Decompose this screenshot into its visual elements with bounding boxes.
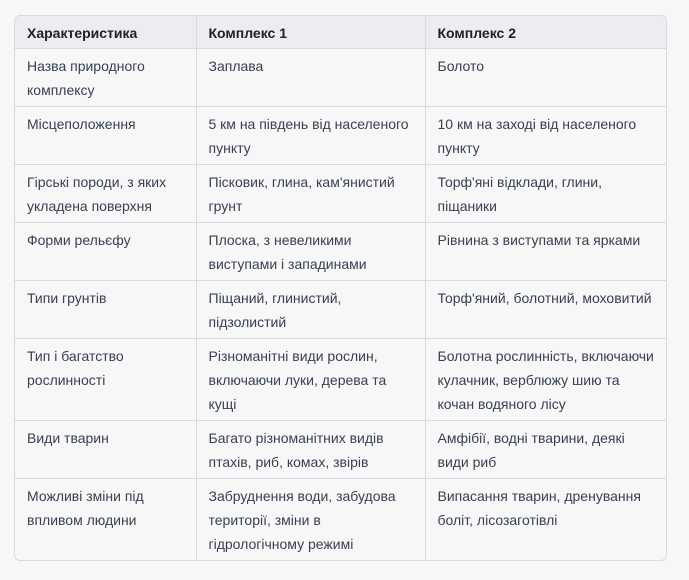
table-row — [15, 421, 666, 479]
table-header-row — [15, 16, 666, 49]
row-characteristic: Гірські породи, з яких укладена поверхня — [15, 165, 196, 223]
header-characteristic: Характеристика — [15, 16, 196, 49]
row-complex-1: Забруднення води, забудова території, зміни в гідрологічному режимі — [196, 479, 425, 561]
row-complex-2: Болото — [425, 49, 666, 107]
row-complex-1: Пісковик, глина, кам'янистий грунт — [196, 165, 425, 223]
row-characteristic: Типи грунтів — [15, 281, 196, 339]
row-complex-2: Болотна рослинність, включаючи кулачник, верблюжу шию та кочан водяного лісу — [425, 339, 666, 421]
row-complex-2: Торф'яні відклади, глини, піщаники — [425, 165, 666, 223]
row-characteristic: Можливі зміни під впливом людини — [15, 479, 196, 561]
row-complex-1: Заплава — [196, 49, 425, 107]
table-row — [15, 223, 666, 281]
row-complex-2: Амфібії, водні тварини, деякі види риб — [425, 421, 666, 479]
table-row — [15, 49, 666, 107]
row-complex-1: Плоска, з невеликими виступами і западинами — [196, 223, 425, 281]
row-characteristic: Форми рельєфу — [15, 223, 196, 281]
row-characteristic: Місцеположення — [15, 107, 196, 165]
row-complex-1: 5 км на південь від населеного пункту — [196, 107, 425, 165]
row-complex-2: 10 км на заході від населеного пункту — [425, 107, 666, 165]
row-complex-2: Торф'яний, болотний, моховитий — [425, 281, 666, 339]
table-row — [15, 479, 666, 561]
table-row — [15, 281, 666, 339]
table-row — [15, 165, 666, 223]
row-complex-1: Піщаний, глинистий, підзолистий — [196, 281, 425, 339]
row-characteristic: Види тварин — [15, 421, 196, 479]
comparison-table-container — [14, 15, 667, 561]
header-complex-2: Комплекс 2 — [425, 16, 666, 49]
row-characteristic: Тип і багатство рослинності — [15, 339, 196, 421]
row-characteristic: Назва природного комплексу — [15, 49, 196, 107]
comparison-table — [15, 16, 666, 560]
row-complex-1: Багато різноманітних видів птахів, риб, комах, звірів — [196, 421, 425, 479]
row-complex-2: Рівнина з виступами та ярками — [425, 223, 666, 281]
table-row — [15, 339, 666, 421]
table-row — [15, 107, 666, 165]
header-complex-1: Комплекс 1 — [196, 16, 425, 49]
row-complex-1: Різноманітні види рослин, включаючи луки, дерева та кущі — [196, 339, 425, 421]
row-complex-2: Випасання тварин, дренування боліт, лісозаготівлі — [437, 488, 641, 528]
